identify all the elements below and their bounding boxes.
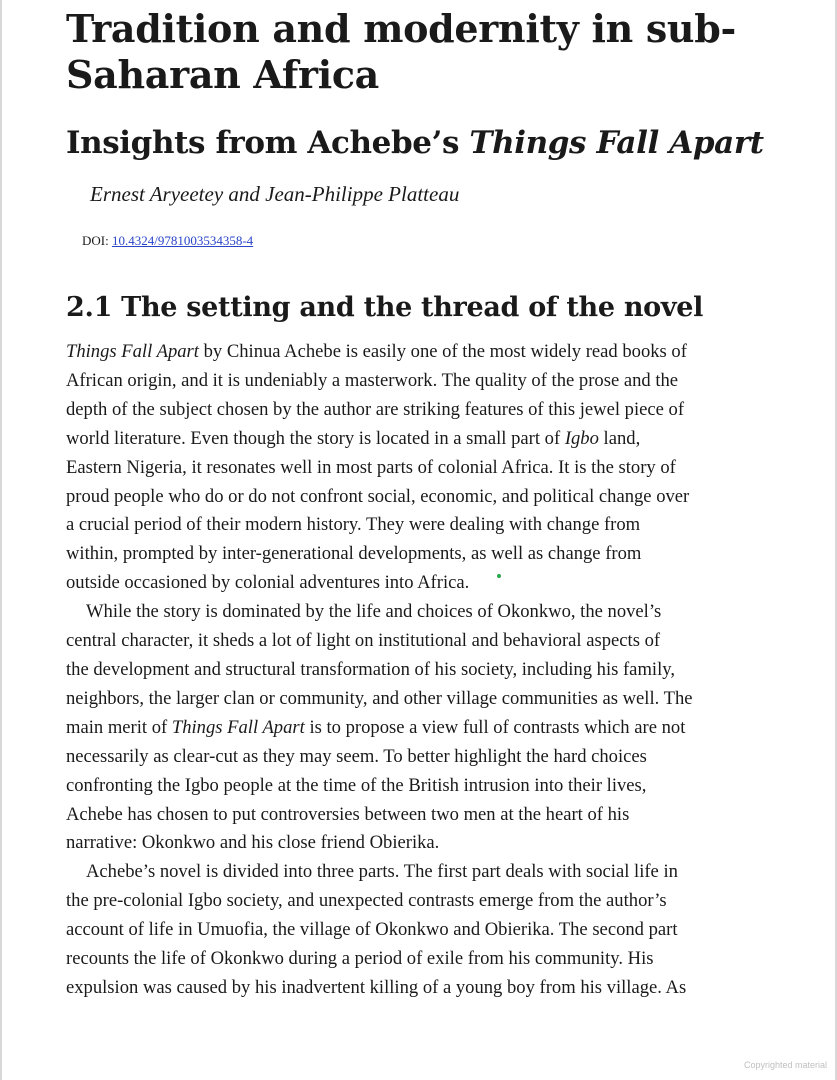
line-text: main merit of xyxy=(66,716,172,738)
chapter-title-line-2: Saharan Africa xyxy=(66,52,379,97)
line-text: outside occasioned by colonial adventures into Africa. xyxy=(66,572,470,594)
paragraph-line xyxy=(66,396,778,425)
subtitle-prefix: Insights from Achebe’s xyxy=(66,125,470,161)
line-text: While the story is dominated by the life and choices of Okonkwo, the novel’s xyxy=(86,601,662,623)
chapter-subtitle xyxy=(66,124,764,162)
paragraph-line xyxy=(66,974,778,1003)
body-text xyxy=(66,338,778,1003)
line-text: Achebe’s novel is divided into three parts. The first part deals with social life in xyxy=(86,861,678,883)
paragraph xyxy=(66,858,778,1003)
italic-phrase: Igbo xyxy=(564,427,599,449)
line-text: recounts the life of Okonkwo during a period of exile from his community. His xyxy=(66,948,654,970)
paragraph-line xyxy=(66,367,778,396)
paragraph-line xyxy=(66,338,778,367)
paragraph-line xyxy=(66,656,778,685)
line-text: the development and structural transformation of his society, including his family, xyxy=(66,658,675,680)
paragraph-line xyxy=(66,829,778,858)
chapter-authors: Ernest Aryeetey and Jean-Philippe Platteau xyxy=(90,182,460,206)
line-text: account of life in Umuofia, the village of Okonkwo and Obierika. The second part xyxy=(66,919,678,941)
paragraph xyxy=(66,598,778,858)
italic-phrase: Things Fall Apart xyxy=(66,341,199,362)
line-text: African origin, and it is undeniably a masterwork. The quality of the prose and the xyxy=(66,369,679,391)
paragraph-line xyxy=(66,540,778,569)
line-text: depth of the subject chosen by the author are striking features of this jewel piece of xyxy=(66,398,685,420)
doi-label: DOI: xyxy=(82,233,112,248)
page-left-edge xyxy=(0,0,2,1080)
paragraph-line xyxy=(66,916,778,945)
chapter-title-line-1: Tradition and modernity in sub- xyxy=(66,6,737,51)
line-text: land, xyxy=(598,427,641,449)
line-text: Achebe has chosen to put controversies between two men at the heart of his xyxy=(66,803,630,825)
line-text: by Chinua Achebe is easily one of the most widely read books of xyxy=(198,341,687,362)
copyright-watermark: Copyrighted material xyxy=(743,1060,827,1070)
line-text: narrative: Okonkwo and his close friend Obierika. xyxy=(66,832,440,854)
chapter-title xyxy=(66,6,776,98)
line-text: proud people who do or do not confront social, economic, and political change over xyxy=(66,485,690,507)
line-text: confronting the Igbo people at the time of the British intrusion into their lives, xyxy=(66,774,647,796)
paragraph-line xyxy=(66,772,778,801)
paragraph-line xyxy=(66,569,778,598)
subtitle-book-title: Things Fall Apart xyxy=(469,125,764,161)
section-heading: 2.1 The setting and the thread of the novel xyxy=(66,292,704,323)
paragraph-line xyxy=(66,945,778,974)
line-text: within, prompted by inter-generational developments, as well as change from xyxy=(66,543,642,565)
paragraph-line xyxy=(66,743,778,772)
line-text: expulsion was caused by his inadvertent killing of a young boy from his village. As xyxy=(66,976,687,998)
doi-link[interactable]: 10.4324/9781003534358-4 xyxy=(111,233,254,248)
paragraph xyxy=(66,338,778,598)
italic-phrase: Things Fall Apart xyxy=(171,716,305,738)
line-text: world literature. Even though the story is located in a small part of xyxy=(66,427,565,449)
paragraph-line xyxy=(66,454,778,483)
line-text: is to propose a view full of contrasts which are not xyxy=(304,716,686,738)
line-text: necessarily as clear-cut as they may seem. To better highlight the hard choices xyxy=(66,745,647,767)
paragraph-line xyxy=(66,627,778,656)
paragraph-line xyxy=(66,598,778,627)
paragraph-line xyxy=(66,887,778,916)
doi-line xyxy=(82,232,253,250)
paragraph-line xyxy=(66,801,778,830)
line-text: central character, it sheds a lot of light on institutional and behavioral aspects of xyxy=(66,630,661,652)
paragraph-line xyxy=(66,511,778,540)
line-text: Eastern Nigeria, it resonates well in most parts of colonial Africa. It is the story of xyxy=(66,456,676,478)
paragraph-line xyxy=(66,858,778,887)
paragraph-line xyxy=(66,425,778,454)
paragraph-line xyxy=(66,685,778,714)
cursor-marker xyxy=(497,574,501,578)
line-text: neighbors, the larger clan or community, and other village communities as well. The xyxy=(66,687,693,709)
line-text: a crucial period of their modern history. They were dealing with change from xyxy=(66,514,641,536)
line-text: the pre-colonial Igbo society, and unexpected contrasts emerge from the author’s xyxy=(66,890,667,912)
paragraph-line xyxy=(66,483,778,512)
paragraph-line xyxy=(66,714,778,743)
